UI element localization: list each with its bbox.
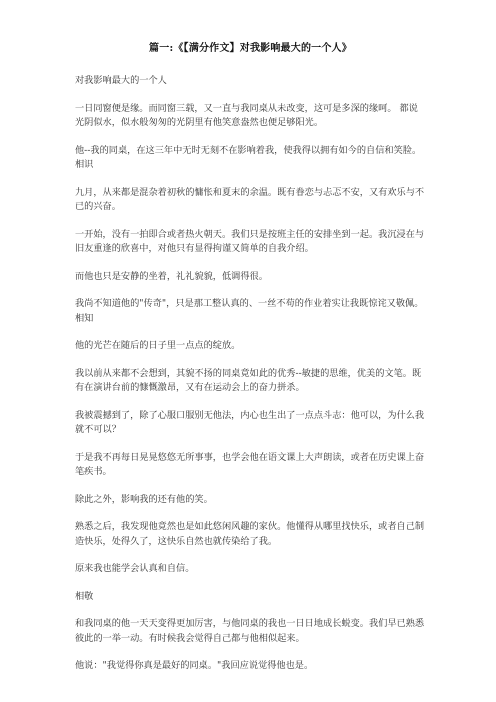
paragraph: 他--我的同桌，在这三年中无时无刻不在影响着我，使我得以拥有如今的自信和笑脸。 相识 <box>75 144 422 170</box>
paragraph: 我以前从来都不会想到，其貌不扬的同桌竟如此的优秀--敏捷的思维，优美的文笔。既有在演讲台前的慷慨激昂，又有在运动会上的奋力拼杀。 <box>75 367 422 393</box>
paragraph: 我尚不知道他的"传奇"，只是那工整认真的、一丝不苟的作业着实让我既惊诧又敬佩。 相知 <box>75 298 424 324</box>
paragraph: 他说："我觉得你真是最好的同桌。"我回应说觉得他也是。 <box>75 660 314 671</box>
paragraph: 一开始，没有一拍即合或者热火朝天。我们只是按班主任的安排坐到一起。我沉浸在与旧友重逢的欣喜中，对他只有显得拘谨又简单的自我介绍。 <box>75 228 425 254</box>
paragraph: 一日同窗便是缘。而同窗三载，又一直与我同桌从未改变，这可是多深的缘呵。 都说光阴似水，似水般匆匆的光阴里有他笑意盎然也便足够阳光。 <box>75 102 418 128</box>
paragraph: 对我影响最大的一个人 <box>75 75 167 86</box>
paragraph: 除此之外，影响我的还有他的笑。 <box>75 493 213 505</box>
paragraph: 和我同桌的他一天天变得更加厉害，与他同桌的我也一日日地成长蜕变。我们早已熟悉彼此的一举一动。有时候我会觉得自己都与他相似起来。 <box>75 618 425 644</box>
paragraph: 而他也只是安静的坐着，礼礼貌貌，低调得很。 <box>75 270 268 282</box>
paragraph: 我被震撼到了，除了心服口服别无他法，内心也生出了一点点斗志：他可以，为什么我就不可以？ <box>75 409 425 435</box>
paragraph: 相敬 <box>75 590 94 602</box>
paragraph: 于是我不再每日晃晃悠悠无所事事，也学会他在语文课上大声朗读，或者在历史课上奋笔疾书。 <box>75 451 425 477</box>
paragraph: 九月，从来都是混杂着初秋的慵怅和夏末的余温。既有眷恋与忐忑不安，又有欢乐与不已的兴奋。 <box>75 186 425 212</box>
document-title: 篇一:《【满分作文】对我影响最大的一个人》 <box>149 43 352 54</box>
document-body <box>75 74 426 674</box>
paragraph: 他的光芒在随后的日子里一点点的绽放。 <box>75 340 241 351</box>
paragraph: 熟悉之后，我发现他竟然也是如此悠闲风趣的家伙。他懂得从哪里找快乐，或者自己制造快乐，处得久了，这快乐自然也就传染给了我。 <box>75 521 425 547</box>
paragraph: 原来我也能学会认真和自信。 <box>75 563 195 574</box>
